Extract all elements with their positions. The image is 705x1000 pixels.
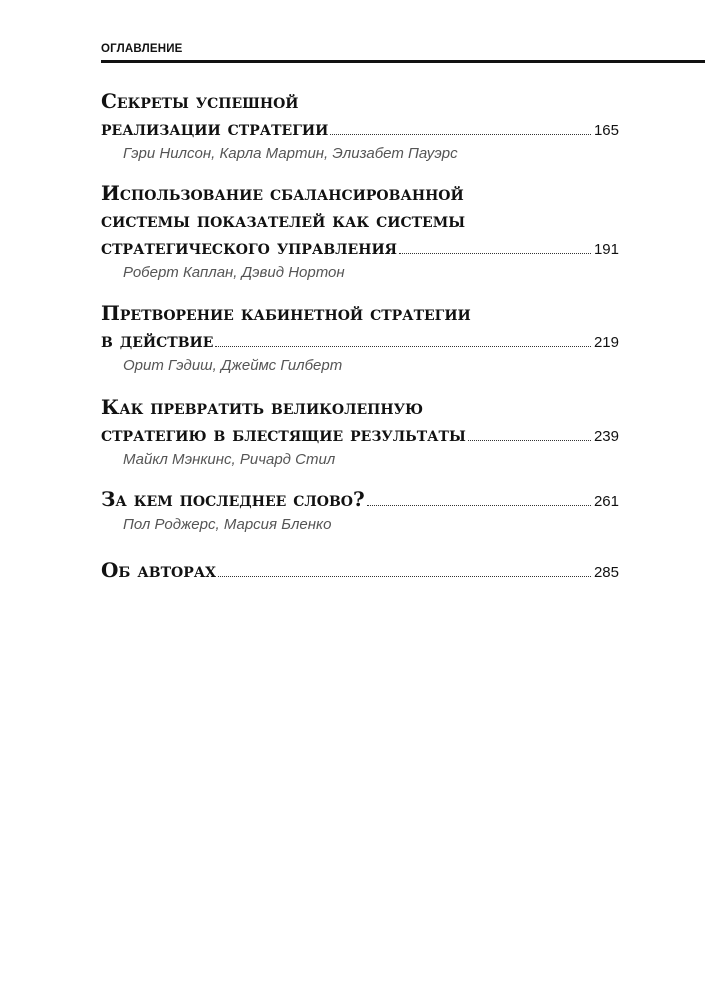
- entry-title-text: За кем последнее слово?: [101, 487, 365, 511]
- entry-title-last-line: [101, 421, 619, 448]
- page-number: 239: [593, 428, 619, 445]
- entry-title-text: стратегического управления: [101, 235, 398, 259]
- entry-title-last-line: [101, 234, 619, 261]
- dot-leader: [367, 504, 591, 506]
- toc-entry[interactable]: [101, 88, 619, 164]
- running-head: ОГЛАВЛЕНИЕ: [101, 43, 183, 55]
- entry-title-line: Использование сбалансированной: [101, 181, 464, 205]
- entry-title-last-line: [101, 327, 619, 354]
- page-number: 285: [593, 564, 619, 581]
- entry-title-text: в действие: [101, 328, 214, 352]
- entry-title-line: Как превратить великолепную: [101, 395, 423, 419]
- entry-title-last-line: [101, 557, 619, 584]
- toc-entry[interactable]: [101, 486, 619, 535]
- toc-entry[interactable]: [101, 300, 619, 376]
- dot-leader: [468, 439, 591, 441]
- page-number: 191: [593, 241, 619, 258]
- dot-leader: [330, 133, 591, 135]
- entry-title-line: Секреты успешной: [101, 89, 299, 113]
- entry-title-last-line: [101, 115, 619, 142]
- toc-entry[interactable]: [101, 394, 619, 470]
- dot-leader: [218, 575, 591, 577]
- dot-leader: [399, 252, 591, 254]
- toc-entry[interactable]: [101, 557, 619, 584]
- page-number: 261: [593, 493, 619, 510]
- page-number: 165: [593, 122, 619, 139]
- page-number: 219: [593, 334, 619, 351]
- entry-authors: Майкл Мэнкинс, Ричард Стил: [123, 451, 336, 468]
- entry-title-text: стратегию в блестящие результаты: [101, 422, 466, 446]
- entry-authors: Роберт Каплан, Дэвид Нортон: [123, 264, 345, 281]
- entry-title-last-line: [101, 486, 619, 513]
- entry-title-line: системы показателей как системы: [101, 208, 466, 232]
- entry-authors: Пол Роджерс, Марсия Бленко: [123, 516, 332, 533]
- dot-leader: [215, 345, 591, 347]
- entry-title-line: Претворение кабинетной стратегии: [101, 301, 471, 325]
- toc-entry[interactable]: [101, 180, 619, 283]
- entry-title-text: Об авторах: [101, 558, 216, 582]
- entry-authors: Орит Гэдиш, Джеймс Гилберт: [123, 357, 343, 374]
- header-rule: [101, 60, 705, 63]
- entry-title-text: реализации стратегии: [101, 116, 329, 140]
- entry-authors: Гэри Нилсон, Карла Мартин, Элизабет Пауэрс: [123, 145, 458, 162]
